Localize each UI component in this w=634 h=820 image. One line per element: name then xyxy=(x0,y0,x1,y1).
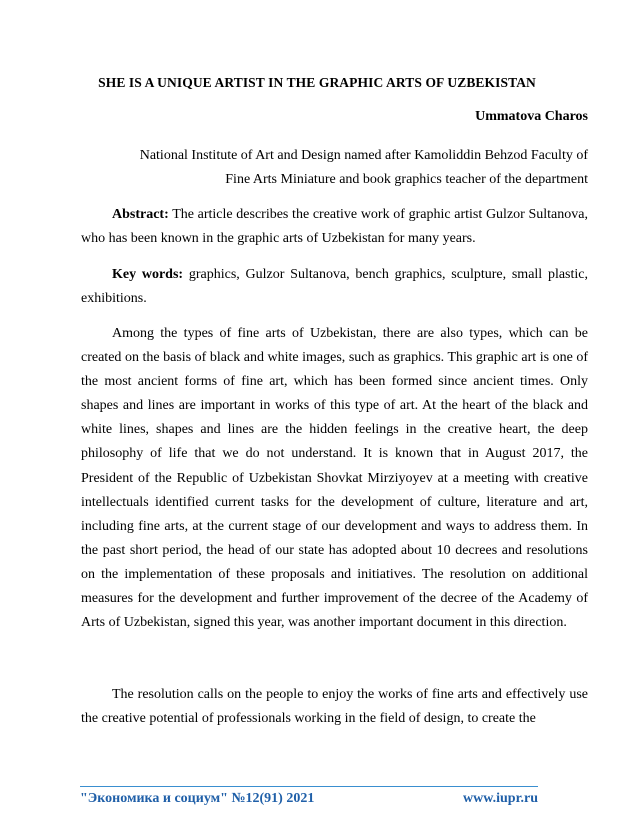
affiliation-line-1: National Institute of Art and Design named after Kamoliddin Behzod Faculty of xyxy=(139,148,588,163)
article-title: SHE IS A UNIQUE ARTIST IN THE GRAPHIC ARTS OF UZBEKISTAN xyxy=(98,75,536,90)
abstract-label: Abstract: xyxy=(112,207,169,222)
author-name: Ummatova Charos xyxy=(475,109,588,124)
author-affiliation xyxy=(88,144,588,192)
affiliation-line-2: Fine Arts Miniature and book graphics teacher of the department xyxy=(225,172,588,187)
body-paragraph-2: The resolution calls on the people to enjoy the works of fine arts and effectively use the creative potential of professionals working in the field of design, to create the xyxy=(81,687,588,726)
footer-website[interactable]: www.iupr.ru xyxy=(463,791,538,806)
keywords-label: Key words: xyxy=(112,267,184,282)
keywords-text: graphics, Gulzor Sultanova, bench graphics, sculpture, small plastic, exhibitions. xyxy=(81,267,588,306)
body-paragraph-1: Among the types of fine arts of Uzbekistan, there are also types, which can be created on the basis of black and white images, such as graphics. This graphic art is one of the most ancient forms of fine art, which has been formed since ancient times. Only shapes and lines are important in works of this type of art. At the heart of the black and white lines, shapes and lines are the hidden feelings in the creative heart, the deep philosophy of life that we do not understand. It is known that in August 2017, the President of the Republic of Uzbekistan Shovkat Mirziyoyev at a meeting with creative intellectuals identified current tasks for the development of culture, literature and art, including fine arts, at the current stage of our development and ways to address them. In the past short period, the head of our state has adopted about 10 decrees and resolutions on the implementation of these proposals and initiatives. The resolution on additional measures for the development and further improvement of the decree of the Academy of Arts of Uzbekistan, signed this year, was another important document in this direction. xyxy=(81,326,588,631)
abstract-paragraph xyxy=(81,203,588,251)
keywords-paragraph xyxy=(81,263,588,311)
abstract-text: The article describes the creative work of graphic artist Gulzor Sultanova, who has been known in the graphic arts of Uzbekistan for many years. xyxy=(81,207,588,246)
footer-rule xyxy=(80,786,538,787)
footer-journal: "Экономика и социум" №12(91) 2021 xyxy=(80,791,315,806)
